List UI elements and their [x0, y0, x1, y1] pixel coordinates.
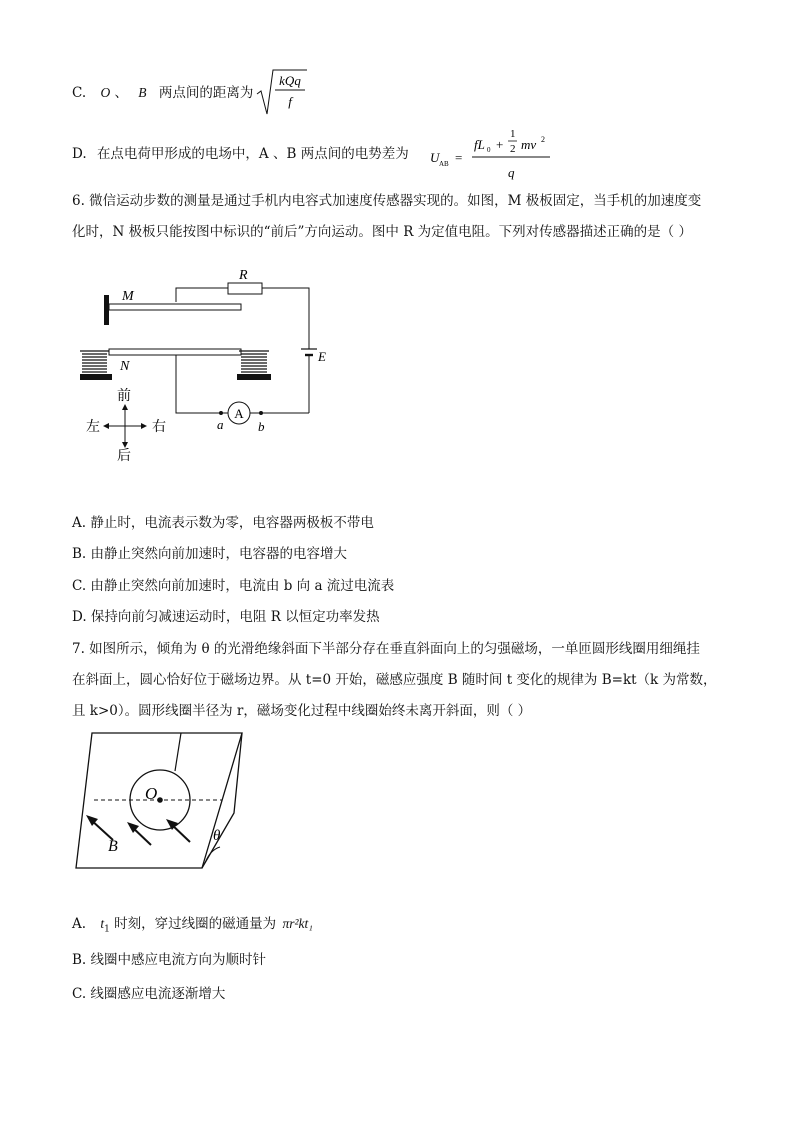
label-front: 前 — [117, 389, 131, 404]
q6-option-c: C. 由静止突然向前加速时，电流由 b 向 a 流过电流表 — [72, 578, 395, 594]
option-label: C. — [72, 85, 87, 101]
direction-cross-icon — [107, 408, 143, 444]
formula-num-a-sub: 0 — [487, 146, 491, 154]
plate-m — [109, 304, 241, 310]
q6-option-b: B. 由静止突然向前加速时，电容器的电容增大 — [72, 546, 348, 562]
label-n: N — [120, 359, 130, 374]
label-m: M — [122, 289, 134, 304]
label-back: 后 — [117, 449, 131, 464]
label-e: E — [318, 349, 326, 364]
option-text: 两点间的距离为 — [158, 85, 254, 101]
center-dot — [157, 797, 163, 803]
time-subscript: 1 — [104, 924, 110, 935]
string — [175, 733, 181, 771]
point-b: B — [138, 85, 147, 100]
capacitor-sensor-diagram — [76, 262, 336, 468]
fixed-wall — [104, 295, 109, 325]
incline-coil-diagram — [74, 728, 249, 873]
sqrt-formula — [255, 64, 315, 120]
formula-lhs-sub: AB — [439, 160, 449, 168]
label-left: 左 — [86, 420, 100, 435]
label-o: O — [145, 784, 158, 803]
q5-option-c — [72, 83, 253, 103]
formula-plus: + — [496, 137, 504, 152]
label-a: a — [217, 417, 224, 432]
left-spring-base — [80, 374, 112, 380]
q7-option-c: C. 线圈感应电流逐渐增大 — [72, 986, 226, 1002]
flux-formula: πr²kt₁ — [282, 916, 313, 931]
label-b: B — [108, 838, 118, 855]
formula-den: q — [508, 165, 515, 180]
sqrt-numerator: kQq — [279, 73, 301, 88]
option-text: 时刻，穿过线圈的磁通量为 — [114, 916, 277, 932]
potential-difference-formula — [428, 122, 558, 184]
left-spring — [80, 351, 109, 372]
half-den: 2 — [510, 143, 516, 155]
formula-num-b: mv — [521, 137, 537, 152]
plate-n — [109, 349, 241, 355]
q6-stem-line-2: 化时，N 极板只能按图中标识的“前后”方向运动。图中 R 为定值电阻。下列对传感器描述正确的是（ ） — [72, 224, 692, 240]
label-r: R — [239, 268, 248, 283]
time-symbol: t — [100, 916, 105, 931]
right-spring — [239, 351, 269, 372]
half-num: 1 — [510, 128, 516, 140]
q7-stem-line-1: 7. 如图所示，倾角为 θ 的光滑绝缘斜面下半部分存在垂直斜面向上的匀强磁场，一单匝圆形线圈用细绳挂 — [72, 641, 700, 657]
option-label: A. — [72, 916, 87, 932]
q6-option-a: A. 静止时，电流表示数为零，电容器两极板不带电 — [72, 515, 374, 531]
label-b: b — [258, 419, 265, 434]
q6-option-d: D. 保持向前匀减速运动时，电阻 R 以恒定功率发热 — [72, 609, 380, 625]
formula-lhs: U — [430, 150, 440, 165]
q7-option-a — [72, 914, 313, 940]
sqrt-denominator: f — [288, 94, 292, 109]
formula-num-a: fL — [474, 137, 485, 152]
q7-stem-line-2: 在斜面上，圆心恰好位于磁场边界。从 t=0 开始，磁感应强度 B 随时间 t 变化的规律为 B=kt（k 为常数， — [72, 672, 717, 688]
formula-eq: = — [455, 150, 463, 165]
point-o: O — [100, 85, 111, 100]
resistor — [228, 283, 262, 294]
separator: 、 — [114, 85, 128, 101]
label-right: 右 — [152, 420, 166, 435]
option-text: 在点电荷甲形成的电场中，A 、B 两点间的电势差为 — [96, 146, 409, 162]
option-label: D. — [72, 146, 87, 162]
q6-stem-line-1: 6. 微信运动步数的测量是通过手机内电容式加速度传感器实现的。如图，M 极板固定，当手机的加速度变 — [72, 193, 702, 209]
ammeter-label: A — [234, 406, 244, 421]
q7-option-b: B. 线圈中感应电流方向为顺时针 — [72, 952, 267, 968]
label-theta: θ — [213, 828, 221, 844]
right-spring-base — [237, 374, 271, 380]
q5-option-d — [72, 144, 409, 164]
formula-num-b-sup: 2 — [541, 135, 545, 144]
q7-stem-line-3: 且 k>0）。圆形线圈半径为 r，磁场变化过程中线圈始终未离开斜面，则（ ） — [72, 703, 532, 719]
